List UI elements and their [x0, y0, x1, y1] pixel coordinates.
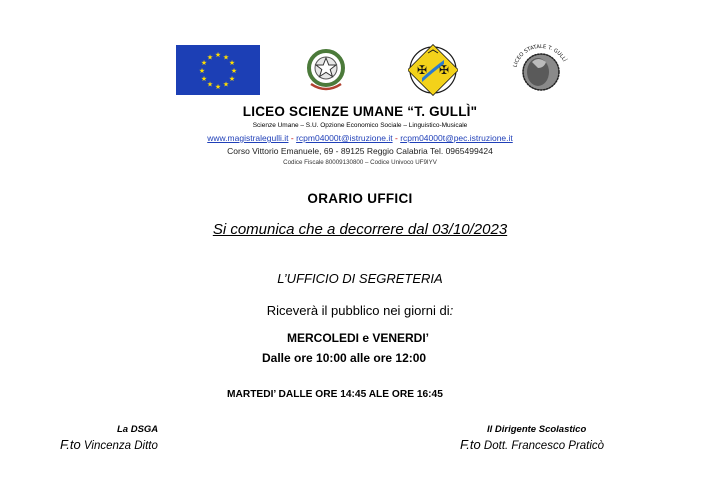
- right-signature-role: Il Dirigente Scolastico: [487, 424, 587, 435]
- website-link[interactable]: www.magistralegulli.it: [207, 133, 289, 143]
- tuesday-hours: MARTEDI’ DALLE ORE 14:45 ALE ORE 16:45: [227, 389, 443, 400]
- notice-line: Si comunica che a decorrere dal 03/10/2023: [212, 221, 508, 238]
- school-codes: Codice Fiscale 80009130800 – Codice Univoco UF9IYV: [283, 159, 437, 166]
- receive-line: Riceverà il pubblico nei giorni di:: [266, 303, 454, 318]
- right-signature-name: F.to Dott. Francesco Praticò: [460, 437, 605, 452]
- left-signature-name: F.to Vincenza Ditto: [60, 437, 158, 452]
- italian-republic-emblem-logo: [303, 44, 349, 96]
- contact-links: [0, 133, 720, 143]
- email-link[interactable]: rcpm04000t@istruzione.it: [296, 133, 393, 143]
- link-separator: -: [394, 133, 398, 143]
- svg-text:★: ★: [228, 75, 236, 83]
- link-separator: -: [290, 133, 294, 143]
- svg-text:★: ★: [222, 53, 230, 62]
- eu-flag-logo: [176, 45, 260, 95]
- school-name: LICEO SCIENZE UMANE “T. GULLÌ": [242, 104, 478, 119]
- document-heading: ORARIO UFFICI: [307, 191, 413, 206]
- school-subtitle: Scienze Umane – S.U. Opzione Economico Sociale – Linguistico-Musicale: [252, 122, 468, 129]
- svg-text:★: ★: [200, 75, 208, 83]
- pec-link[interactable]: rcpm04000t@pec.istruzione.it: [400, 133, 513, 143]
- calabria-region-emblem-logo: [408, 44, 458, 96]
- left-signature-role: La DSGA: [117, 424, 159, 435]
- svg-text:★: ★: [230, 67, 238, 75]
- svg-text:✠: ✠: [416, 63, 428, 77]
- svg-text:★: ★: [206, 53, 214, 62]
- svg-text:✠: ✠: [438, 63, 450, 77]
- svg-text:★: ★: [200, 59, 208, 67]
- opening-days: MERCOLEDI e VENERDI’: [287, 331, 430, 345]
- school-address: Corso Vittorio Emanuele, 69 - 89125 Reggio Calabria Tel. 0965499424: [227, 146, 493, 156]
- svg-text:★: ★: [222, 80, 230, 89]
- svg-text:★: ★: [214, 83, 222, 91]
- svg-text:★: ★: [198, 67, 206, 75]
- svg-text:★: ★: [214, 51, 222, 59]
- coin-text: LICEO STATALE T. GULLÌ: [512, 44, 568, 69]
- opening-hours: Dalle ore 10:00 alle ore 12:00: [262, 351, 427, 365]
- svg-text:★: ★: [206, 80, 214, 89]
- school-coin-logo: [508, 44, 574, 98]
- office-name: L’UFFICIO DI SEGRETERIA: [277, 271, 443, 286]
- svg-text:★: ★: [228, 59, 236, 67]
